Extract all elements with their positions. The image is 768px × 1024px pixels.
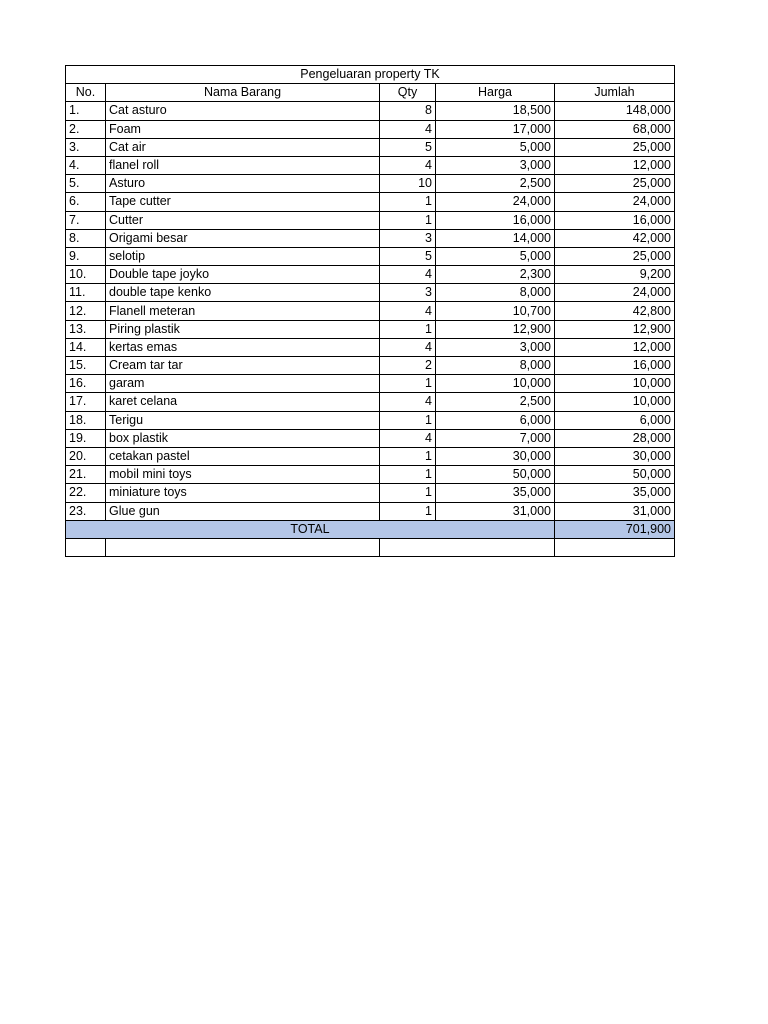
cell-qty: 4 (380, 266, 436, 284)
cell-no: 16. (66, 375, 106, 393)
cell-total: 12,900 (555, 320, 675, 338)
cell-no: 6. (66, 193, 106, 211)
cell-price: 17,000 (436, 120, 555, 138)
cell-total: 31,000 (555, 502, 675, 520)
table-row (66, 138, 675, 156)
cell-total: 30,000 (555, 447, 675, 465)
cell-total: 25,000 (555, 247, 675, 265)
cell-total: 10,000 (555, 393, 675, 411)
cell-item-name: Glue gun (106, 502, 380, 520)
empty-cell (66, 538, 106, 556)
cell-price: 14,000 (436, 229, 555, 247)
table-row (66, 429, 675, 447)
header-price: Harga (436, 84, 555, 102)
cell-no: 2. (66, 120, 106, 138)
cell-no: 15. (66, 357, 106, 375)
cell-total: 50,000 (555, 466, 675, 484)
cell-total: 28,000 (555, 429, 675, 447)
cell-qty: 1 (380, 466, 436, 484)
table-row (66, 102, 675, 120)
cell-price: 3,000 (436, 338, 555, 356)
header-total: Jumlah (555, 84, 675, 102)
table-title: Pengeluaran property TK (66, 66, 675, 84)
table-row (66, 302, 675, 320)
empty-cell (380, 538, 555, 556)
cell-total: 68,000 (555, 120, 675, 138)
cell-price: 2,500 (436, 175, 555, 193)
cell-item-name: box plastik (106, 429, 380, 447)
cell-item-name: Cat air (106, 138, 380, 156)
cell-item-name: karet celana (106, 393, 380, 411)
cell-total: 10,000 (555, 375, 675, 393)
table-row (66, 320, 675, 338)
header-no: No. (66, 84, 106, 102)
table-row (66, 484, 675, 502)
cell-qty: 2 (380, 357, 436, 375)
cell-item-name: double tape kenko (106, 284, 380, 302)
cell-item-name: Double tape joyko (106, 266, 380, 284)
table-row (66, 447, 675, 465)
cell-price: 5,000 (436, 247, 555, 265)
table-row (66, 375, 675, 393)
cell-qty: 1 (380, 193, 436, 211)
table-row (66, 266, 675, 284)
table-row (66, 338, 675, 356)
cell-qty: 4 (380, 338, 436, 356)
cell-qty: 4 (380, 302, 436, 320)
table-row (66, 247, 675, 265)
cell-qty: 4 (380, 393, 436, 411)
cell-no: 23. (66, 502, 106, 520)
cell-price: 18,500 (436, 102, 555, 120)
title-row (66, 66, 675, 84)
cell-price: 8,000 (436, 357, 555, 375)
table-row (66, 156, 675, 174)
cell-no: 22. (66, 484, 106, 502)
cell-price: 5,000 (436, 138, 555, 156)
empty-row (66, 538, 675, 556)
table-row (66, 175, 675, 193)
cell-no: 19. (66, 429, 106, 447)
cell-price: 12,900 (436, 320, 555, 338)
cell-total: 25,000 (555, 175, 675, 193)
cell-total: 12,000 (555, 338, 675, 356)
empty-cell (555, 538, 675, 556)
cell-price: 10,000 (436, 375, 555, 393)
cell-item-name: Cutter (106, 211, 380, 229)
cell-no: 10. (66, 266, 106, 284)
cell-total: 6,000 (555, 411, 675, 429)
header-name: Nama Barang (106, 84, 380, 102)
cell-item-name: Foam (106, 120, 380, 138)
cell-qty: 1 (380, 411, 436, 429)
cell-total: 148,000 (555, 102, 675, 120)
cell-total: 42,000 (555, 229, 675, 247)
cell-item-name: Cat asturo (106, 102, 380, 120)
cell-no: 12. (66, 302, 106, 320)
cell-no: 13. (66, 320, 106, 338)
cell-total: 25,000 (555, 138, 675, 156)
cell-price: 2,300 (436, 266, 555, 284)
cell-item-name: Terigu (106, 411, 380, 429)
cell-qty: 1 (380, 320, 436, 338)
cell-price: 30,000 (436, 447, 555, 465)
table-row (66, 411, 675, 429)
cell-total: 9,200 (555, 266, 675, 284)
cell-total: 24,000 (555, 284, 675, 302)
total-value: 701,900 (555, 520, 675, 538)
cell-no: 17. (66, 393, 106, 411)
cell-no: 4. (66, 156, 106, 174)
cell-price: 10,700 (436, 302, 555, 320)
cell-item-name: selotip (106, 247, 380, 265)
cell-no: 7. (66, 211, 106, 229)
cell-item-name: miniature toys (106, 484, 380, 502)
cell-price: 7,000 (436, 429, 555, 447)
cell-no: 18. (66, 411, 106, 429)
cell-price: 24,000 (436, 193, 555, 211)
cell-item-name: cetakan pastel (106, 447, 380, 465)
cell-item-name: flanel roll (106, 156, 380, 174)
cell-no: 8. (66, 229, 106, 247)
expense-table (65, 65, 675, 557)
cell-qty: 3 (380, 229, 436, 247)
cell-price: 8,000 (436, 284, 555, 302)
cell-qty: 10 (380, 175, 436, 193)
cell-item-name: Piring plastik (106, 320, 380, 338)
cell-qty: 1 (380, 211, 436, 229)
cell-no: 21. (66, 466, 106, 484)
table-body (66, 66, 675, 557)
cell-price: 2,500 (436, 393, 555, 411)
cell-item-name: kertas emas (106, 338, 380, 356)
cell-price: 35,000 (436, 484, 555, 502)
cell-total: 35,000 (555, 484, 675, 502)
cell-item-name: Asturo (106, 175, 380, 193)
table-row (66, 502, 675, 520)
cell-no: 5. (66, 175, 106, 193)
table-row (66, 229, 675, 247)
cell-no: 9. (66, 247, 106, 265)
header-row (66, 84, 675, 102)
cell-total: 16,000 (555, 357, 675, 375)
cell-qty: 3 (380, 284, 436, 302)
total-label: TOTAL (66, 520, 555, 538)
cell-price: 6,000 (436, 411, 555, 429)
cell-item-name: Flanell meteran (106, 302, 380, 320)
table-row (66, 120, 675, 138)
table-row (66, 284, 675, 302)
cell-no: 20. (66, 447, 106, 465)
cell-no: 3. (66, 138, 106, 156)
cell-no: 1. (66, 102, 106, 120)
cell-qty: 4 (380, 120, 436, 138)
cell-qty: 5 (380, 138, 436, 156)
table-row (66, 193, 675, 211)
cell-item-name: Cream tar tar (106, 357, 380, 375)
cell-total: 24,000 (555, 193, 675, 211)
cell-qty: 1 (380, 447, 436, 465)
cell-no: 11. (66, 284, 106, 302)
cell-qty: 5 (380, 247, 436, 265)
table-row (66, 357, 675, 375)
cell-item-name: mobil mini toys (106, 466, 380, 484)
header-qty: Qty (380, 84, 436, 102)
cell-price: 50,000 (436, 466, 555, 484)
cell-item-name: Origami besar (106, 229, 380, 247)
table-row (66, 466, 675, 484)
table-row (66, 211, 675, 229)
cell-qty: 1 (380, 502, 436, 520)
cell-price: 3,000 (436, 156, 555, 174)
cell-total: 12,000 (555, 156, 675, 174)
cell-total: 42,800 (555, 302, 675, 320)
cell-price: 31,000 (436, 502, 555, 520)
cell-qty: 4 (380, 156, 436, 174)
empty-cell (106, 538, 380, 556)
cell-qty: 1 (380, 484, 436, 502)
cell-no: 14. (66, 338, 106, 356)
table-row (66, 393, 675, 411)
cell-qty: 8 (380, 102, 436, 120)
cell-item-name: Tape cutter (106, 193, 380, 211)
cell-price: 16,000 (436, 211, 555, 229)
cell-total: 16,000 (555, 211, 675, 229)
cell-item-name: garam (106, 375, 380, 393)
cell-qty: 4 (380, 429, 436, 447)
cell-qty: 1 (380, 375, 436, 393)
total-row (66, 520, 675, 538)
